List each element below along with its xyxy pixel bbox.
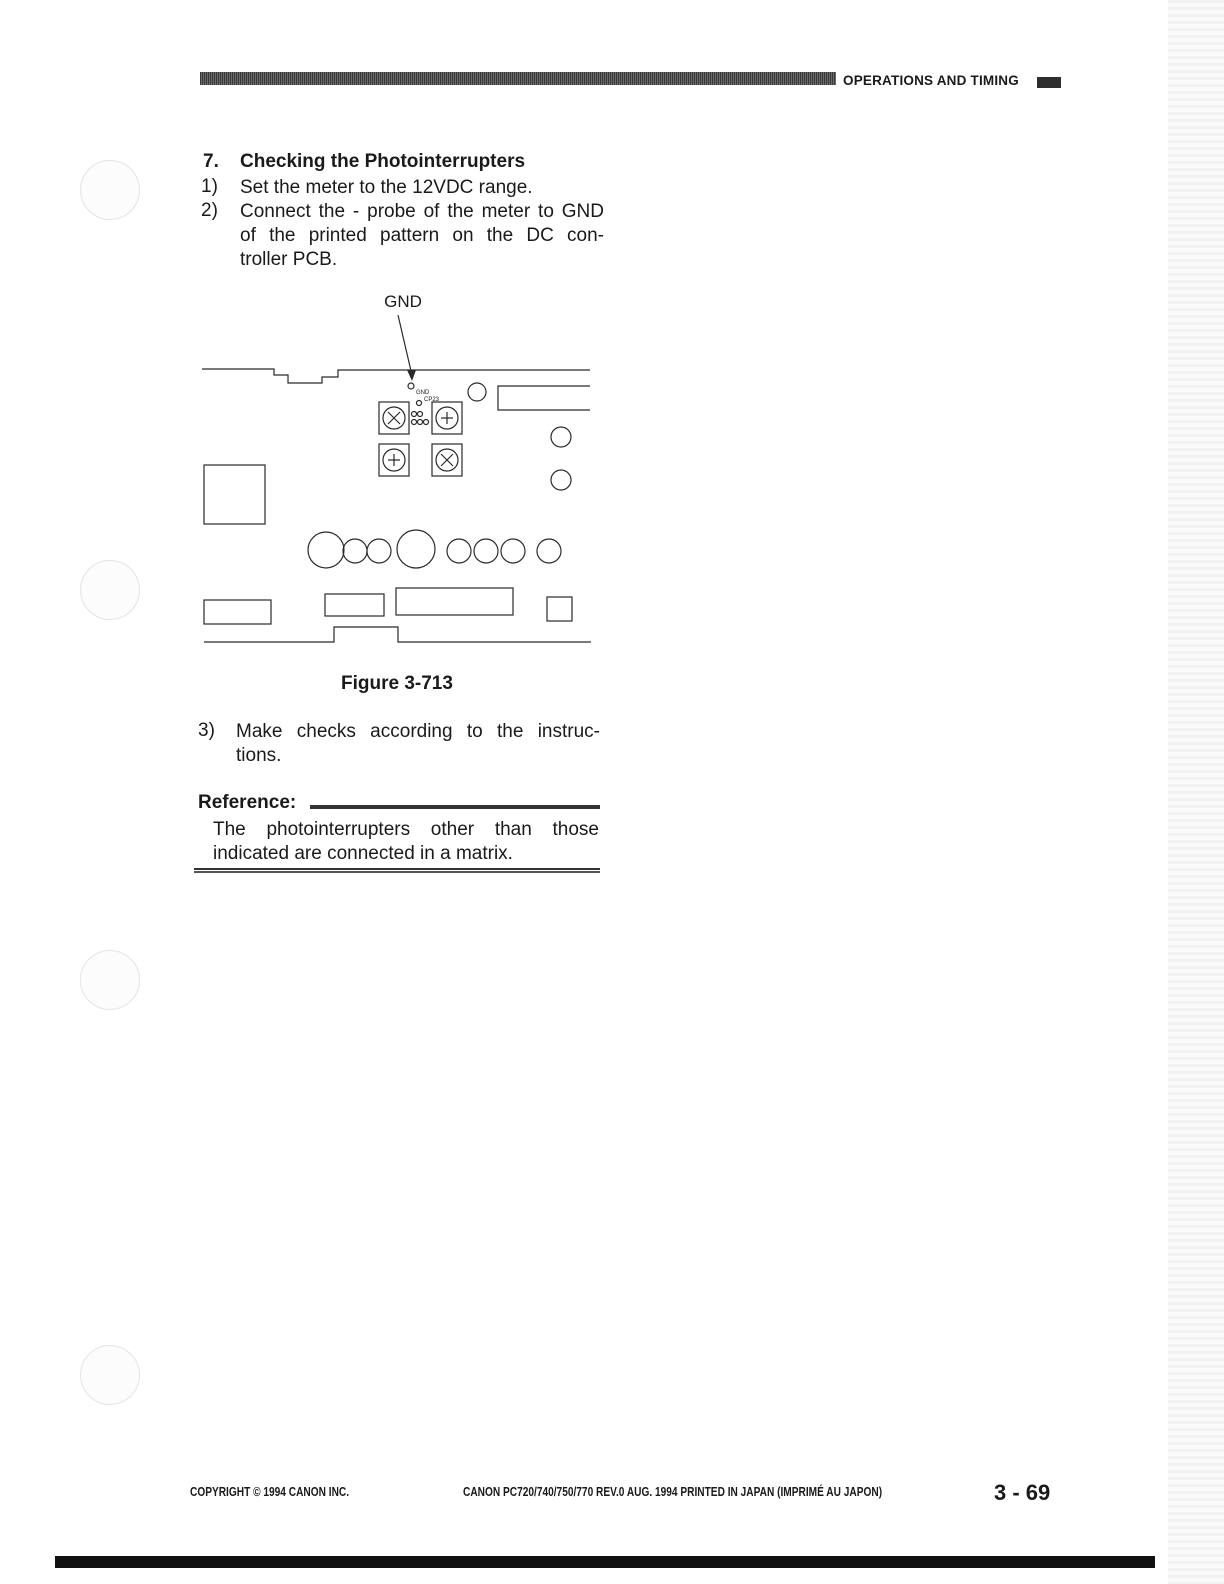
step-1-line-1: Set the meter to the 12VDC range. <box>240 177 533 198</box>
page-number: 3 - 69 <box>994 1480 1051 1505</box>
reference-line-1: The photointerrupters other than those <box>213 819 599 840</box>
gnd-test-point <box>408 383 414 389</box>
header-title: OPERATIONS AND TIMING <box>843 73 1019 88</box>
mount-hole-right-2 <box>551 470 571 490</box>
variable-resistor-1 <box>379 402 409 434</box>
reference-label: Reference: <box>198 792 297 813</box>
reference-rule <box>310 805 600 809</box>
footer-copyright: COPYRIGHT © 1994 CANON INC. <box>190 1484 350 1499</box>
step-3-line-2: tions. <box>236 745 282 766</box>
section-title: Checking the Photointerrupters <box>240 151 526 172</box>
page-edge-texture <box>1168 0 1224 1584</box>
gnd-callout-label: GND <box>384 292 422 311</box>
binder-hole-4 <box>80 1345 140 1405</box>
step-3-text <box>236 720 600 768</box>
variable-resistor-4 <box>432 444 462 476</box>
pcb-gnd-label: GND <box>416 390 430 396</box>
cp23-test-point <box>417 401 422 406</box>
reference-line-2: indicated are connected in a matrix. <box>213 843 513 864</box>
connector-bottom-1 <box>204 600 271 624</box>
mount-hole-right-1 <box>551 427 571 447</box>
step-2-number: 2) <box>201 200 218 221</box>
step-2-line-3: troller PCB. <box>240 249 338 270</box>
step-1-text <box>240 176 604 200</box>
pcb-figure <box>198 285 598 657</box>
scan-bottom-bar <box>55 1556 1155 1568</box>
binder-hole-1 <box>80 160 140 220</box>
section-number: 7. <box>203 151 219 172</box>
step-3-number: 3) <box>198 720 215 741</box>
pcb-cp23-label: CP23 <box>424 397 440 403</box>
capacitor-row <box>308 530 561 568</box>
mount-hole-top <box>468 383 486 401</box>
connector-bottom-3 <box>396 588 513 615</box>
binder-hole-2 <box>80 560 140 620</box>
header-bar-tail <box>1037 77 1061 88</box>
board-edge-bottom <box>204 627 591 642</box>
connector-top-right <box>498 386 590 410</box>
step-2-line-2: of the printed pattern on the DC con- <box>240 225 604 246</box>
reference-bottom-rule <box>194 868 600 873</box>
small-pads <box>412 412 429 425</box>
step-3-line-1: Make checks according to the instruc- <box>236 721 600 742</box>
step-1-number: 1) <box>201 176 218 197</box>
connector-bottom-4 <box>547 597 572 621</box>
figure-caption: Figure 3-713 <box>341 673 453 694</box>
variable-resistor-3 <box>379 444 409 476</box>
header-bar <box>200 72 836 85</box>
ic-left <box>204 465 265 524</box>
variable-resistor-2 <box>432 402 462 434</box>
step-2-line-1: Connect the - probe of the meter to GND <box>240 201 604 222</box>
binder-hole-3 <box>80 950 140 1010</box>
gnd-arrowhead <box>407 370 416 381</box>
pcb-diagram <box>198 285 598 657</box>
step-2-text <box>240 200 604 272</box>
board-edge-top <box>202 369 590 383</box>
footer-publication: CANON PC720/740/750/770 REV.0 AUG. 1994 PRINTED IN JAPAN (IMPRIMÉ AU JAPON) <box>463 1484 883 1499</box>
connector-bottom-2 <box>325 594 384 616</box>
gnd-leader-line <box>398 315 411 371</box>
